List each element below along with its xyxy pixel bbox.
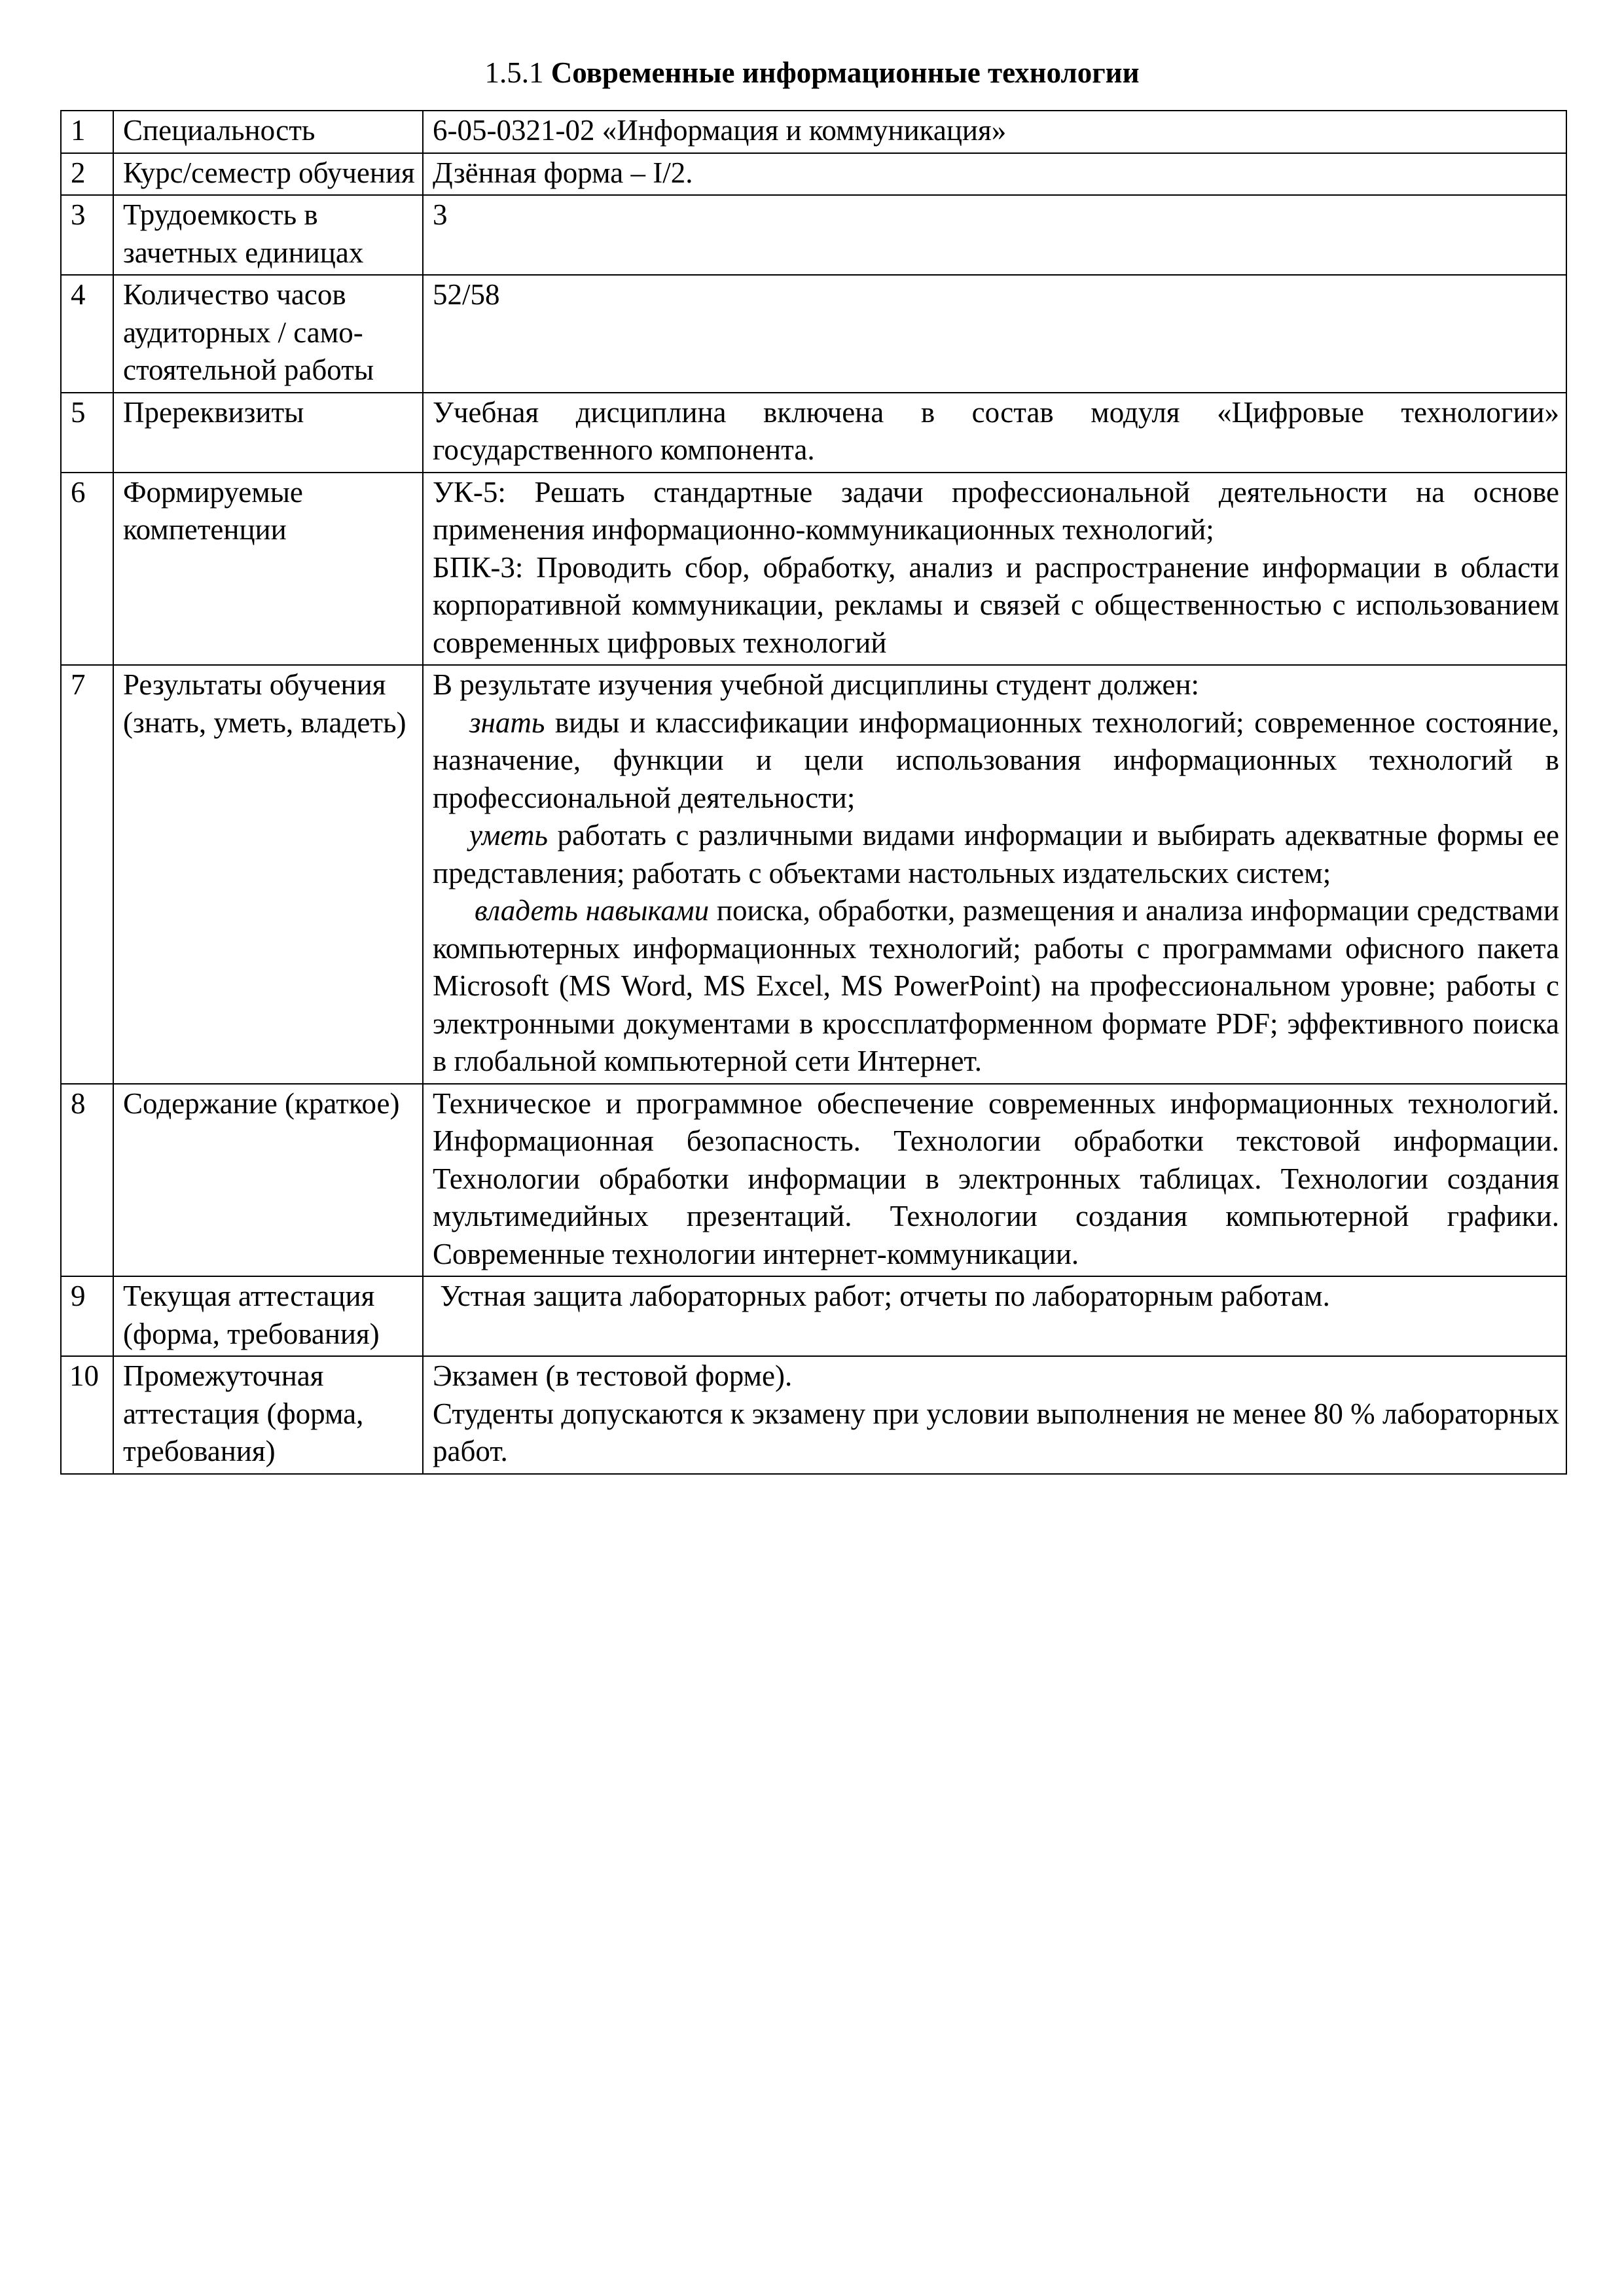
row-label: Количество часов аудиторных / само-стоятельной работы	[113, 275, 423, 393]
page-title	[0, 52, 1624, 93]
course-info-table	[60, 110, 1567, 1475]
row-number: 10	[61, 1356, 113, 1474]
result-master	[433, 892, 1559, 1081]
table-row	[61, 275, 1566, 393]
row-value: Дзённая форма – I/2.	[423, 153, 1566, 196]
row-value: 3	[423, 195, 1566, 275]
row-value	[423, 1356, 1566, 1474]
exam-admission: Студенты допускаются к экзамену при условии выполнения не менее 80 % лабораторных работ.	[433, 1397, 1559, 1467]
row-number: 2	[61, 153, 113, 196]
row-number: 5	[61, 393, 113, 473]
table-row	[61, 153, 1566, 196]
row-label: Трудоемкость в зачетных единицах	[113, 195, 423, 275]
table-row	[61, 665, 1566, 1084]
competence-uk5: УК-5: Решать стандартные задачи профессиональной деятельности на основе применения информационно-коммуникационных технологий;	[433, 475, 1559, 546]
row-number: 7	[61, 665, 113, 1084]
table-row	[61, 1084, 1566, 1277]
row-number: 4	[61, 275, 113, 393]
result-can-keyword: уметь	[469, 819, 548, 852]
row-number: 1	[61, 111, 113, 153]
row-value	[423, 473, 1566, 666]
row-label: Содержание (краткое)	[113, 1084, 423, 1277]
row-value: 52/58	[423, 275, 1566, 393]
row-label: Курс/семестр обучения	[113, 153, 423, 196]
table-row	[61, 195, 1566, 275]
results-intro: В результате изучения учебной дисциплины студент должен:	[433, 668, 1200, 701]
exam-form: Экзамен (в тестовой форме).	[433, 1359, 793, 1392]
competence-bpk3: БПК-3: Проводить сбор, обработку, анализ и распространение информации в области корпоративной коммуникации, рекламы и связей с общественностью с использованием современных цифровых технологий	[433, 550, 1559, 659]
result-master-text: поиска, обработки, размещения и анализа информации средствами компьютерных информационных технологий; работы с программами офисного пакета Microsoft (MS Word, MS Excel, MS PowerPoint) на профессиональном уровне; работы с электронными документами в кроссплатформенном формате PDF; эффективного поиска в глобальной компьютерной сети Интернет.	[433, 894, 1559, 1077]
row-label: Специальность	[113, 111, 423, 153]
row-value: Устная защита лабораторных работ; отчеты по лабораторным работам.	[423, 1276, 1566, 1356]
row-value: Учебная дисциплина включена в состав модуля «Цифровые технологии» государственного компонента.	[423, 393, 1566, 473]
row-number: 8	[61, 1084, 113, 1277]
row-value	[423, 665, 1566, 1084]
table-row	[61, 473, 1566, 666]
result-know-keyword: знать	[469, 706, 545, 739]
table-row	[61, 393, 1566, 473]
row-number: 9	[61, 1276, 113, 1356]
table-row	[61, 1276, 1566, 1356]
row-number: 6	[61, 473, 113, 666]
table-row	[61, 1356, 1566, 1474]
row-label: Формируемые компетенции	[113, 473, 423, 666]
row-label: Текущая аттестация (форма, требования)	[113, 1276, 423, 1356]
row-value: 6-05-0321-02 «Информация и коммуникация»	[423, 111, 1566, 153]
result-can-text: работать с различными видами информации и выбирать адекватные формы ее представления; работать с объектами настольных издательских систем;	[433, 819, 1559, 889]
result-can	[433, 817, 1559, 892]
row-label: Результаты обучения (знать, уметь, владеть)	[113, 665, 423, 1084]
row-label: Пререквизиты	[113, 393, 423, 473]
row-value: Техническое и программное обеспечение современных информационных технологий. Информационная безопасность. Технологии обработки текстовой информации. Технологии обработки информации в электронных таблицах. Технологии создания мультимедийных презентаций. Технологии создания компьютерной графики. Современные технологии интернет-коммуникации.	[423, 1084, 1566, 1277]
row-label: Промежуточная аттестация (форма, требования)	[113, 1356, 423, 1474]
result-master-keyword: владеть навыками	[475, 894, 710, 927]
row-number: 3	[61, 195, 113, 275]
table-row	[61, 111, 1566, 153]
section-number: 1.5.1	[484, 56, 544, 89]
result-know-text: виды и классификации информационных технологий; современное состояние, назначение, функции и цели использования информационных технологий в профессиональной деятельности;	[433, 706, 1559, 814]
result-know	[433, 704, 1559, 817]
section-title: Современные информационные технологии	[550, 56, 1140, 89]
